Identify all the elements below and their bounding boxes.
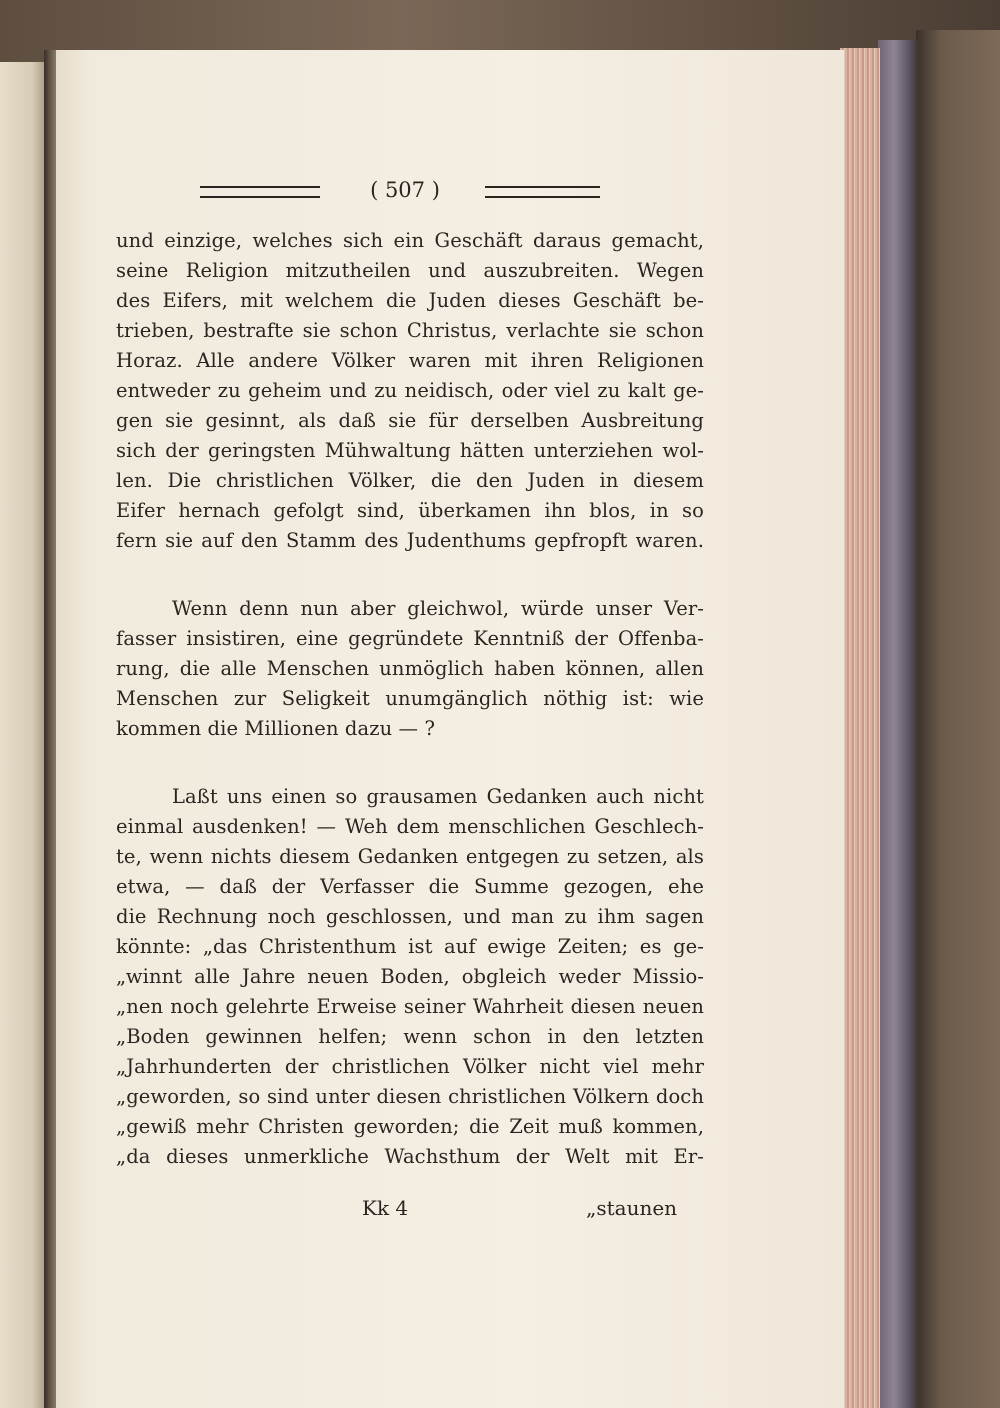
text-line: entweder zu geheim und zu neidisch, oder viel zu kalt ge- <box>116 379 704 402</box>
text-line: seine Religion mitzutheilen und auszubreiten. Wegen <box>116 259 704 282</box>
text-line: fasser insistiren, eine gegründete Kenntniß der Offenba- <box>116 627 704 650</box>
text-line: „geworden, so sind unter diesen christlichen Völkern doch <box>116 1085 704 1108</box>
text-line: und einzige, welches sich ein Geschäft daraus gemacht, <box>116 229 704 252</box>
page-edges <box>840 48 880 1408</box>
text-line: des Eifers, mit welchem die Juden dieses Geschäft be- <box>116 289 704 312</box>
text-line: „nen noch gelehrte Erweise seiner Wahrheit diesen neuen <box>116 995 704 1018</box>
text-line: sich der geringsten Mühwaltung hätten unterziehen wol- <box>116 439 704 462</box>
text-line: trieben, bestrafte sie schon Christus, verlachte sie schon <box>116 319 704 342</box>
text-line: „winnt alle Jahre neuen Boden, obgleich weder Missio- <box>116 965 704 988</box>
book-gutter <box>44 50 56 1408</box>
text-line: etwa, — daß der Verfasser die Summe gezogen, ehe <box>116 875 704 898</box>
text-line: einmal ausdenken! — Weh dem menschlichen Geschlech- <box>116 815 704 838</box>
text-line: Horaz. Alle andere Völker waren mit ihren Religionen <box>116 349 704 372</box>
page-header <box>200 176 600 204</box>
header-rule-left <box>200 186 320 198</box>
text-line: te, wenn nichts diesem Gedanken entgegen zu setzen, als <box>116 845 704 868</box>
text-line: „gewiß mehr Christen geworden; die Zeit muß kommen, <box>116 1115 704 1138</box>
text-line: Menschen zur Seligkeit unumgänglich nöthig ist: wie <box>116 687 704 710</box>
text-line: len. Die christlichen Völker, die den Juden in diesem <box>116 469 704 492</box>
text-line: „Boden gewinnen helfen; wenn schon in den letzten <box>116 1025 704 1048</box>
text-line: gen sie gesinnt, als daß sie für derselben Ausbreitung <box>116 409 704 432</box>
text-line: rung, die alle Menschen unmöglich haben können, allen <box>116 657 704 680</box>
book-cover <box>878 40 918 1408</box>
text-line: Laßt uns einen so grausamen Gedanken auch nicht <box>172 785 704 808</box>
text-line: „Jahrhunderten der christlichen Völker nicht viel mehr <box>116 1055 704 1078</box>
text-line: Wenn denn nun aber gleichwol, würde unser Ver- <box>172 597 704 620</box>
page-number: ( 507 ) <box>370 178 440 202</box>
text-line: „da dieses unmerkliche Wachsthum der Welt mit Er- <box>116 1145 704 1168</box>
text-line: kommen die Millionen dazu — ? <box>116 717 435 740</box>
header-rule-right <box>485 186 600 198</box>
text-line: Eifer hernach gefolgt sind, überkamen ihn blos, in so <box>116 499 704 522</box>
facing-page <box>0 62 46 1408</box>
text-line: könnte: „das Christenthum ist auf ewige Zeiten; es ge- <box>116 935 704 958</box>
catchword: „staunen <box>586 1196 678 1220</box>
text-line: fern sie auf den Stamm des Judenthums gepfropft waren. <box>116 529 704 552</box>
book-cover-edge <box>916 30 1000 1408</box>
text-line: die Rechnung noch geschlossen, und man zu ihm sagen <box>116 905 704 928</box>
signature-mark: Kk 4 <box>362 1196 409 1220</box>
